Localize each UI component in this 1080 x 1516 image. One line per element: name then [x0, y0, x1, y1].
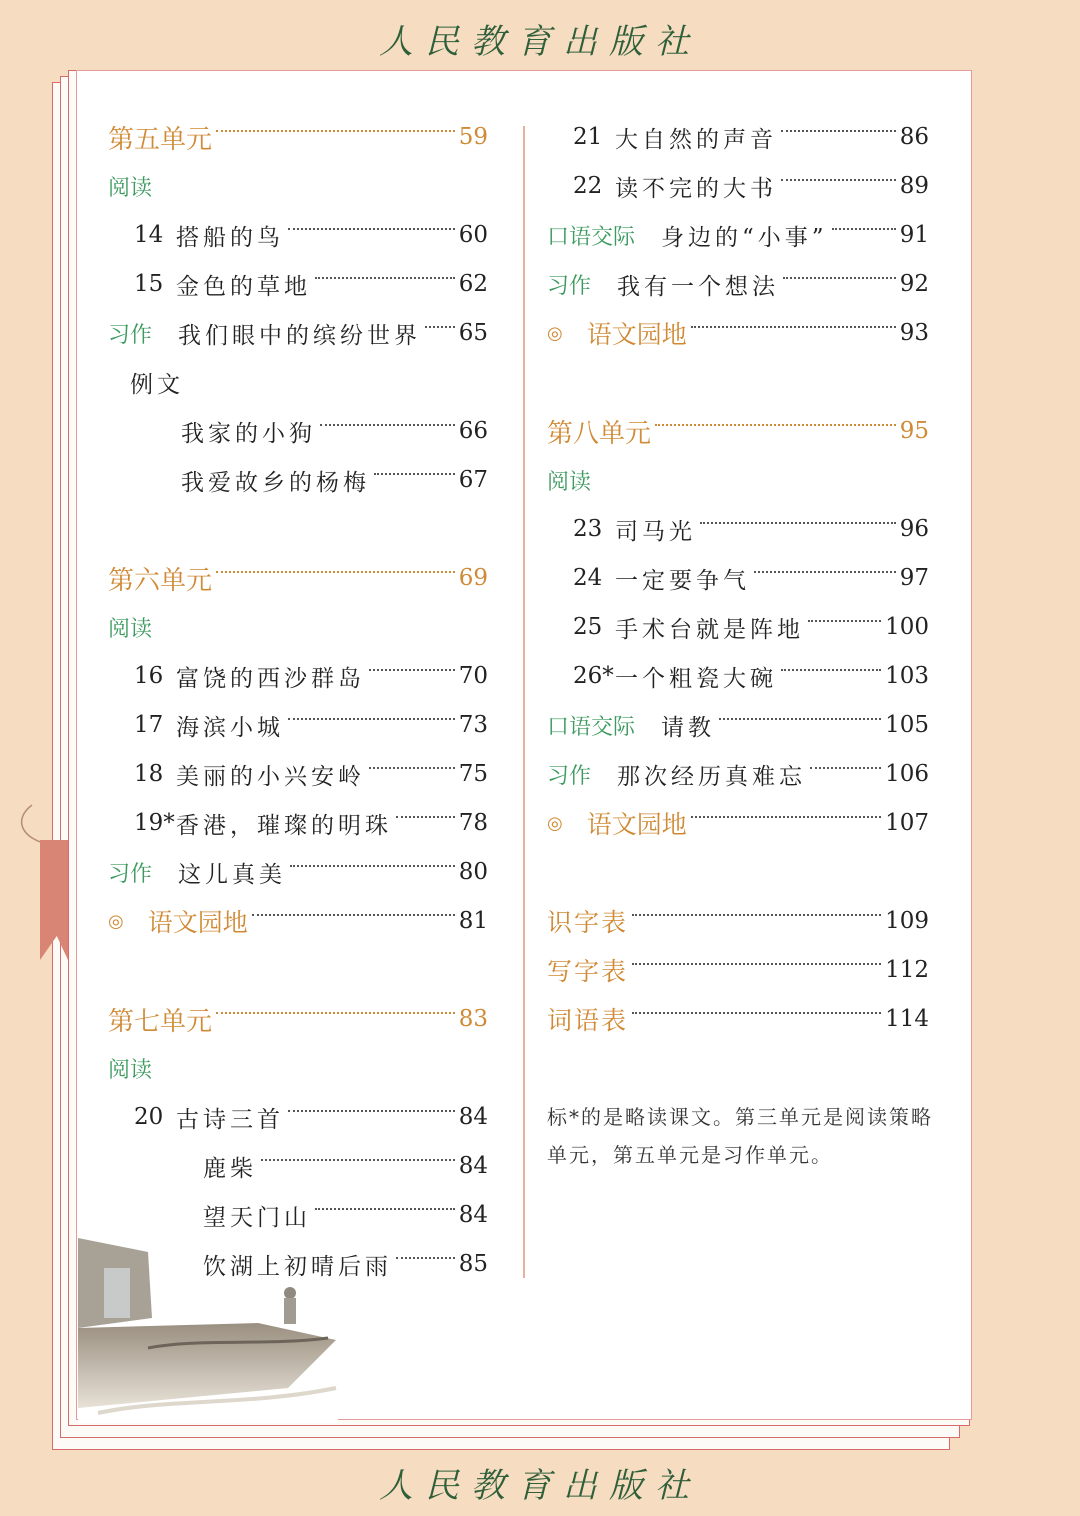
leader-dots — [315, 1208, 455, 1210]
leader-dots — [374, 473, 455, 475]
lesson-title: 金色的草地 — [176, 273, 311, 300]
lesson-number: 17 — [134, 712, 164, 738]
lesson-title: 手术台就是阵地 — [615, 616, 804, 643]
page-number: 107 — [885, 810, 929, 836]
leader-dots — [252, 914, 455, 916]
page-number: 59 — [458, 124, 488, 150]
appendix-title: 词语表 — [547, 1006, 629, 1035]
leader-dots — [754, 571, 896, 573]
page-number: 78 — [458, 810, 488, 836]
writing-table-entry[interactable] — [547, 948, 929, 992]
poem-title: 鹿柴 — [203, 1155, 257, 1182]
unit-7-entry[interactable] — [108, 997, 488, 1041]
lesson-title: 司马光 — [615, 518, 696, 545]
page-number: 86 — [899, 124, 929, 150]
double-circle-icon: ◎ — [547, 812, 563, 834]
page-number: 95 — [899, 418, 929, 444]
leader-dots — [632, 963, 881, 965]
example-1-entry[interactable] — [181, 409, 488, 453]
page-number: 112 — [885, 957, 929, 983]
lesson-number: 26* — [573, 663, 614, 689]
category-label: 习作 — [547, 273, 592, 299]
page-number: 70 — [458, 663, 488, 689]
leader-dots — [810, 767, 881, 769]
example-2-entry[interactable] — [181, 458, 488, 502]
lesson-number: 22 — [573, 173, 603, 199]
lesson-title: 语文园地 — [586, 810, 687, 839]
writing-5-entry[interactable] — [108, 311, 488, 355]
leader-dots — [781, 179, 896, 181]
lesson-number: 25 — [573, 614, 603, 640]
lesson-title: 我们眼中的缤纷世界 — [178, 322, 422, 349]
leader-dots — [315, 277, 455, 279]
lesson-number: 15 — [134, 271, 164, 297]
unit-title: 第八单元 — [547, 418, 652, 449]
writing-8-entry[interactable] — [547, 752, 929, 796]
section-label: 阅读 — [547, 469, 592, 495]
leader-dots — [216, 1012, 455, 1014]
lesson-title: 语文园地 — [586, 320, 687, 349]
publisher-logo-top: 人民教育出版社 — [379, 22, 701, 62]
publisher-logo-bottom: 人民教育出版社 — [379, 1466, 701, 1506]
lesson-title: 请教 — [661, 714, 716, 741]
writing-6-entry[interactable] — [108, 850, 488, 894]
lesson-19-entry[interactable] — [134, 801, 488, 845]
lesson-22-entry[interactable] — [573, 164, 929, 208]
lesson-title: 一定要争气 — [615, 567, 750, 594]
page-number: 81 — [458, 908, 488, 934]
lesson-number: 19* — [134, 810, 175, 836]
leader-dots — [216, 130, 455, 132]
leader-dots — [369, 767, 455, 769]
section-label: 阅读 — [108, 1057, 153, 1083]
category-label: 习作 — [108, 861, 153, 887]
lesson-21-entry[interactable] — [573, 115, 929, 159]
lesson-number: 21 — [573, 124, 603, 150]
unit-8-entry[interactable] — [547, 409, 929, 453]
leader-dots — [655, 424, 896, 426]
leader-dots — [632, 914, 881, 916]
page-number: 91 — [899, 222, 929, 248]
leader-dots — [288, 228, 455, 230]
unit-5-entry[interactable] — [108, 115, 488, 159]
oral-7-entry[interactable] — [547, 213, 929, 257]
lesson-title: 富饶的西沙群岛 — [176, 665, 365, 692]
section-reading — [108, 605, 488, 649]
lesson-15-entry[interactable] — [134, 262, 488, 306]
poem-title: 望天门山 — [203, 1204, 311, 1231]
lesson-17-entry[interactable] — [134, 703, 488, 747]
page-number: 84 — [458, 1104, 488, 1130]
section-label: 阅读 — [108, 616, 153, 642]
lesson-20-entry[interactable] — [134, 1095, 488, 1139]
page-number: 109 — [885, 908, 929, 934]
leader-dots — [396, 816, 455, 818]
leader-dots — [320, 424, 455, 426]
writing-7-entry[interactable] — [547, 262, 929, 306]
leader-dots — [216, 571, 455, 573]
lesson-16-entry[interactable] — [134, 654, 488, 698]
page-number: 89 — [899, 173, 929, 199]
leader-dots — [261, 1159, 455, 1161]
page-number: 85 — [458, 1251, 488, 1277]
lesson-title: 这儿真美 — [178, 861, 287, 888]
poem-3-entry[interactable] — [203, 1242, 488, 1286]
chinese-garden-7-entry[interactable] — [547, 311, 929, 355]
poem-2-entry[interactable] — [203, 1193, 488, 1237]
section-reading — [547, 458, 929, 502]
chinese-garden-6-entry[interactable] — [108, 899, 488, 943]
lesson-title: 我爱故乡的杨梅 — [181, 469, 370, 496]
lesson-title: 身边的“小事” — [661, 224, 828, 251]
chinese-garden-8-entry[interactable] — [547, 801, 929, 845]
lesson-24-entry[interactable] — [573, 556, 929, 600]
page-number: 66 — [458, 418, 488, 444]
leader-dots — [288, 718, 455, 720]
unit-title: 第七单元 — [108, 1006, 213, 1037]
page-number: 92 — [899, 271, 929, 297]
poem-title: 饮湖上初晴后雨 — [203, 1253, 392, 1280]
footnote: 标*的是略读课文。第三单元是阅读策略单元，第五单元是习作单元。 — [547, 1105, 933, 1167]
page-number: 97 — [899, 565, 929, 591]
lesson-23-entry[interactable] — [573, 507, 929, 551]
lesson-number: 18 — [134, 761, 164, 787]
page-number: 114 — [885, 1006, 929, 1032]
page-number: 67 — [458, 467, 488, 493]
category-label: 习作 — [108, 322, 153, 348]
poem-1-entry[interactable] — [203, 1144, 488, 1188]
lesson-title: 香港，璀璨的明珠 — [176, 812, 392, 839]
page-number: 103 — [885, 663, 929, 689]
unit-6-entry[interactable] — [108, 556, 488, 600]
leader-dots — [369, 669, 455, 671]
lesson-title: 大自然的声音 — [615, 126, 777, 153]
oral-8-entry[interactable] — [547, 703, 929, 747]
lesson-26-entry[interactable] — [573, 654, 929, 698]
leader-dots — [425, 326, 455, 328]
page-number: 75 — [458, 761, 488, 787]
page-number: 105 — [885, 712, 929, 738]
leader-dots — [781, 669, 881, 671]
page-number: 100 — [885, 614, 929, 640]
lesson-title: 那次经历真难忘 — [617, 763, 807, 790]
leader-dots — [288, 1110, 455, 1112]
page-number: 84 — [458, 1153, 488, 1179]
page-number: 106 — [885, 761, 929, 787]
page-number: 96 — [899, 516, 929, 542]
example-label: 例文 — [130, 371, 184, 398]
lesson-number: 20 — [134, 1104, 164, 1130]
lesson-18-entry[interactable] — [134, 752, 488, 796]
column-divider — [523, 126, 525, 1278]
section-reading — [108, 1046, 488, 1090]
lesson-title: 一个粗瓷大碗 — [615, 665, 777, 692]
leader-dots — [700, 522, 896, 524]
lesson-title: 读不完的大书 — [615, 175, 777, 202]
lesson-number: 14 — [134, 222, 164, 248]
lesson-number: 24 — [573, 565, 603, 591]
lesson-title: 搭船的鸟 — [176, 224, 284, 251]
leader-dots — [396, 1257, 455, 1259]
page-number: 65 — [458, 320, 488, 346]
page-number: 93 — [899, 320, 929, 346]
section-reading — [108, 164, 488, 208]
unit-title: 第六单元 — [108, 565, 213, 596]
literacy-table-entry[interactable] — [547, 899, 929, 943]
double-circle-icon: ◎ — [108, 910, 124, 932]
leader-dots — [691, 326, 896, 328]
lesson-title: 语文园地 — [147, 908, 248, 937]
lesson-title: 美丽的小兴安岭 — [176, 763, 365, 790]
page-number: 84 — [458, 1202, 488, 1228]
lesson-14-entry[interactable] — [134, 213, 488, 257]
lesson-number: 23 — [573, 516, 603, 542]
lesson-title: 古诗三首 — [176, 1106, 284, 1133]
vocabulary-table-entry[interactable] — [547, 997, 929, 1041]
leader-dots — [290, 865, 455, 867]
appendix-title: 识字表 — [547, 908, 629, 937]
page-number: 73 — [458, 712, 488, 738]
lesson-title: 我家的小狗 — [181, 420, 316, 447]
leader-dots — [781, 130, 896, 132]
category-label: 口语交际 — [547, 714, 636, 740]
leader-dots — [808, 620, 881, 622]
page-number: 69 — [458, 565, 488, 591]
appendix-title: 写字表 — [547, 957, 629, 986]
page-number: 62 — [458, 271, 488, 297]
leader-dots — [783, 277, 896, 279]
page-number: 80 — [458, 859, 488, 885]
leader-dots — [832, 228, 896, 230]
leader-dots — [632, 1012, 881, 1014]
double-circle-icon: ◎ — [547, 322, 563, 344]
leader-dots — [719, 718, 881, 720]
section-label: 阅读 — [108, 175, 153, 201]
unit-title: 第五单元 — [108, 124, 213, 155]
lesson-25-entry[interactable] — [573, 605, 929, 649]
leader-dots — [691, 816, 881, 818]
category-label: 习作 — [547, 763, 592, 789]
lesson-title: 我有一个想法 — [617, 273, 780, 300]
example-heading — [130, 360, 330, 404]
page-number: 83 — [458, 1006, 488, 1032]
page-number: 60 — [458, 222, 488, 248]
category-label: 口语交际 — [547, 224, 636, 250]
lesson-title: 海滨小城 — [176, 714, 284, 741]
lesson-number: 16 — [134, 663, 164, 689]
